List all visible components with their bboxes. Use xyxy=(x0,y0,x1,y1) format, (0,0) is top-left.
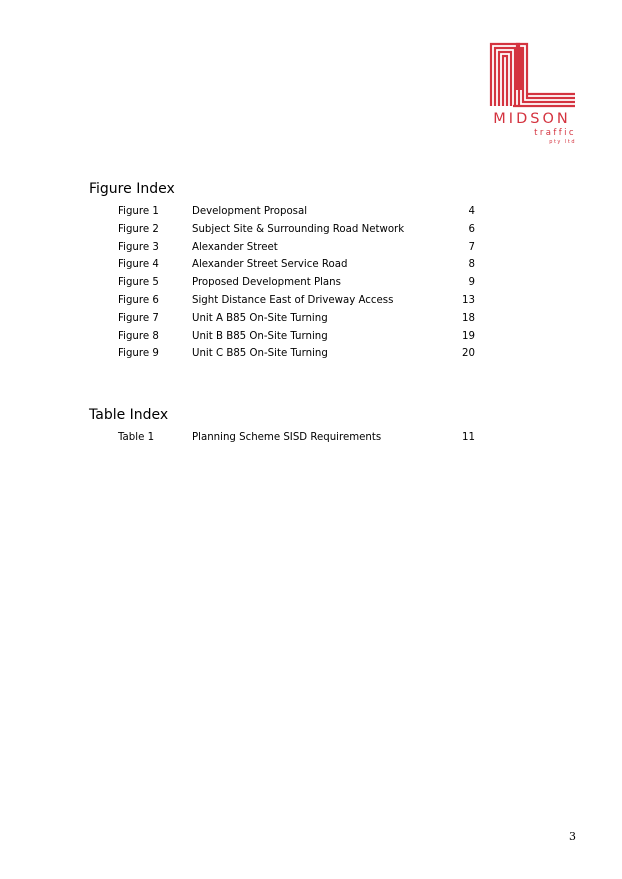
figure-label: Figure 3 xyxy=(118,241,159,253)
figure-page-number: 8 xyxy=(468,259,475,271)
figure-page-number: 9 xyxy=(468,277,475,289)
figure-label: Figure 2 xyxy=(118,223,159,235)
figure-title: Development Proposal xyxy=(192,206,308,217)
figure-index-list xyxy=(118,203,475,363)
table-label: Table 1 xyxy=(118,432,155,443)
figure-label: Figure 7 xyxy=(118,312,159,324)
figure-title: Unit B B85 On-Site Turning xyxy=(192,330,328,342)
figure-index-row[interactable] xyxy=(118,203,475,221)
figure-page-number: 4 xyxy=(468,206,475,217)
table-title: Planning Scheme SISD Requirements xyxy=(192,432,382,443)
company-logo xyxy=(486,38,578,144)
figure-index-row[interactable] xyxy=(118,328,475,346)
figure-index-row[interactable] xyxy=(118,256,475,274)
figure-index-row[interactable] xyxy=(118,345,475,363)
midson-traffic-logo-icon xyxy=(489,38,575,108)
figure-page-number: 6 xyxy=(468,223,475,235)
figure-title: Alexander Street Service Road xyxy=(192,259,348,271)
table-index-list xyxy=(118,429,475,447)
figure-title: Subject Site & Surrounding Road Network xyxy=(192,223,405,235)
figure-page-number: 19 xyxy=(462,330,475,342)
figure-page-number: 13 xyxy=(462,294,475,306)
figure-title: Unit C B85 On-Site Turning xyxy=(192,348,328,360)
figure-index-row[interactable] xyxy=(118,239,475,257)
figure-index-row[interactable] xyxy=(118,221,475,239)
table-index-heading: Table Index xyxy=(89,407,169,423)
figure-title: Proposed Development Plans xyxy=(192,277,341,289)
logo-suffix-text: pty ltd xyxy=(549,139,576,145)
page-number: 3 xyxy=(569,830,576,843)
logo-brand-text: MIDSON xyxy=(493,111,571,127)
figure-page-number: 7 xyxy=(468,241,475,253)
table-page-number: 11 xyxy=(462,432,475,443)
figure-index-row[interactable] xyxy=(118,292,475,310)
figure-label: Figure 6 xyxy=(118,294,159,306)
figure-index-row[interactable] xyxy=(118,274,475,292)
figure-index-row[interactable] xyxy=(118,310,475,328)
figure-label: Figure 8 xyxy=(118,330,159,342)
figure-page-number: 20 xyxy=(462,348,475,360)
figure-index-heading: Figure Index xyxy=(89,181,175,197)
figure-title: Unit A B85 On-Site Turning xyxy=(192,312,328,324)
figure-label: Figure 4 xyxy=(118,259,159,271)
figure-title: Alexander Street xyxy=(192,241,278,253)
figure-label: Figure 9 xyxy=(118,348,159,360)
figure-label: Figure 5 xyxy=(118,277,159,289)
figure-label: Figure 1 xyxy=(118,206,159,217)
figure-title: Sight Distance East of Driveway Access xyxy=(192,294,394,306)
table-index-row[interactable] xyxy=(118,429,475,447)
figure-page-number: 18 xyxy=(462,312,475,324)
logo-subtitle-text: traffic xyxy=(534,128,576,138)
